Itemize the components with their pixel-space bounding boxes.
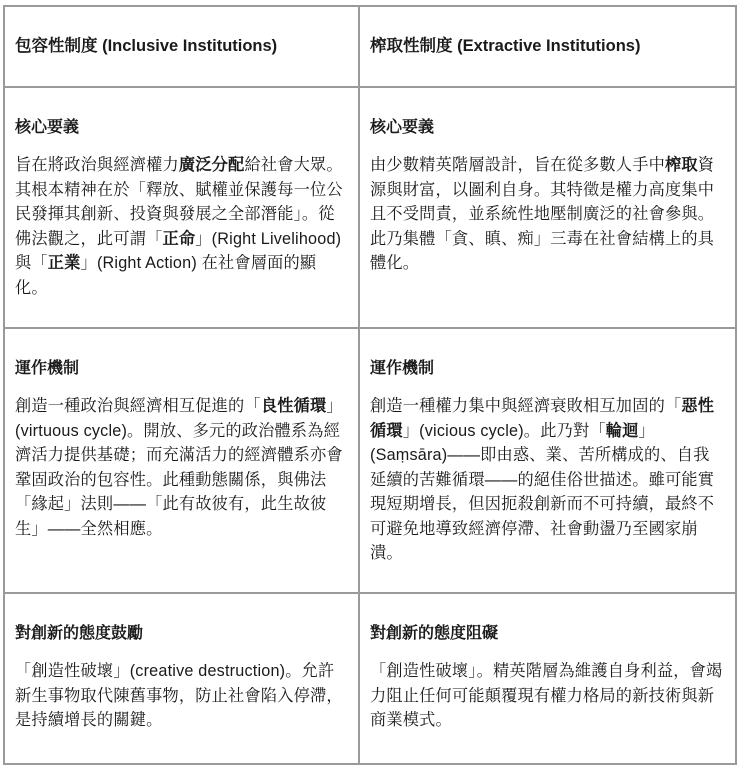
- section-title: 運作機制: [370, 360, 435, 377]
- emphasis-text: 正命: [162, 229, 196, 248]
- body-text-span: 」(Right Action) 在社會層面的顯化。: [15, 254, 317, 297]
- body-text-span: 」(Saṃsāra)——即由惑、業、苦所構成的、自我延續的苦難循環——的絕佳俗世描述。雖可能實現短期增長，但因扼殺創新而不可持續，最終不可避免地導致經濟停滯、社會動盪乃至國家崩潰。: [370, 421, 715, 562]
- body-text-span: 創造一種權力集中與經濟衰敗相互加固的「: [370, 397, 682, 415]
- section-title: 對創新的態度阻礙: [370, 625, 499, 642]
- comparison-table: [3, 5, 737, 765]
- emphasis-text: 正業: [47, 254, 81, 272]
- cell-extractive-core: [359, 87, 736, 328]
- section-title: 核心要義: [370, 119, 435, 136]
- section-body: [370, 659, 723, 733]
- section-body: [370, 394, 723, 566]
- body-text-span: 給社會大眾。其根本精神在於「釋放、賦權並保護每一位公民發揮其創新、投資與發展之全部潛能」。從佛法觀之，此可謂「: [15, 156, 343, 248]
- header-cell-extractive: [359, 6, 736, 87]
- section-body: [15, 153, 346, 300]
- header-inclusive-institutions: 包容性制度 (Inclusive Institutions): [15, 37, 278, 55]
- body-text-span: 資源與財富，以圖利自身。其特徵是權力高度集中且不受問責，並系統性地壓制廣泛的社會參與。此乃集體「貪、瞋、痴」三毒在社會結構上的具體化。: [370, 156, 715, 272]
- cell-extractive-mechanism: [359, 328, 736, 593]
- emphasis-text: 惡性循環: [370, 397, 715, 440]
- section-title: 核心要義: [15, 119, 80, 136]
- body-text-span: 由少數精英階層設計，旨在從多數人手中: [370, 156, 665, 174]
- cell-inclusive-core: [4, 87, 359, 328]
- table-row-innovation: [4, 593, 736, 764]
- cell-inclusive-innovation: [4, 593, 359, 764]
- header-cell-inclusive: [4, 6, 359, 87]
- emphasis-text: 輪迴: [605, 421, 639, 440]
- table-row-core-meaning: [4, 87, 736, 328]
- section-body: [15, 394, 346, 541]
- body-text-span: 創造一種政治與經濟相互促進的「: [15, 397, 261, 415]
- body-text-span: 「創造性破壞」(creative destruction)。允許新生事物取代陳舊事物，防止社會陷入停滯，是持續增長的關鍵。: [15, 662, 343, 729]
- body-text-span: 旨在將政治與經濟權力: [15, 156, 179, 174]
- section-body: [15, 659, 346, 733]
- emphasis-text: 良性循環: [260, 397, 327, 415]
- cell-inclusive-mechanism: [4, 328, 359, 593]
- emphasis-text: 廣泛分配: [178, 156, 245, 174]
- cell-extractive-innovation: [359, 593, 736, 764]
- section-title: 運作機制: [15, 360, 80, 377]
- table-row-mechanism: [4, 328, 736, 593]
- body-text-span: 」(virtuous cycle)。開放、多元的政治體系為經濟活力提供基礎；而充滿活力的經濟體系亦會鞏固政治的包容性。此種動態關係，與佛法「緣起」法則——「此有故彼有，此生故彼生」——全然相應。: [15, 397, 343, 538]
- body-text-span: 「創造性破壞」。精英階層為維護自身利益，會竭力阻止任何可能顛覆現有權力格局的新技術與新商業模式。: [370, 662, 723, 729]
- header-extractive-institutions: 榨取性制度 (Extractive Institutions): [370, 37, 641, 55]
- body-text-span: 」(Right Livelihood) 與「: [15, 229, 342, 272]
- section-body: [370, 153, 723, 276]
- emphasis-text: 榨取: [664, 156, 698, 174]
- section-title: 對創新的態度鼓勵: [15, 625, 144, 642]
- body-text-span: 」(vicious cycle)。此乃對「: [402, 421, 606, 440]
- table-header-row: [4, 6, 736, 87]
